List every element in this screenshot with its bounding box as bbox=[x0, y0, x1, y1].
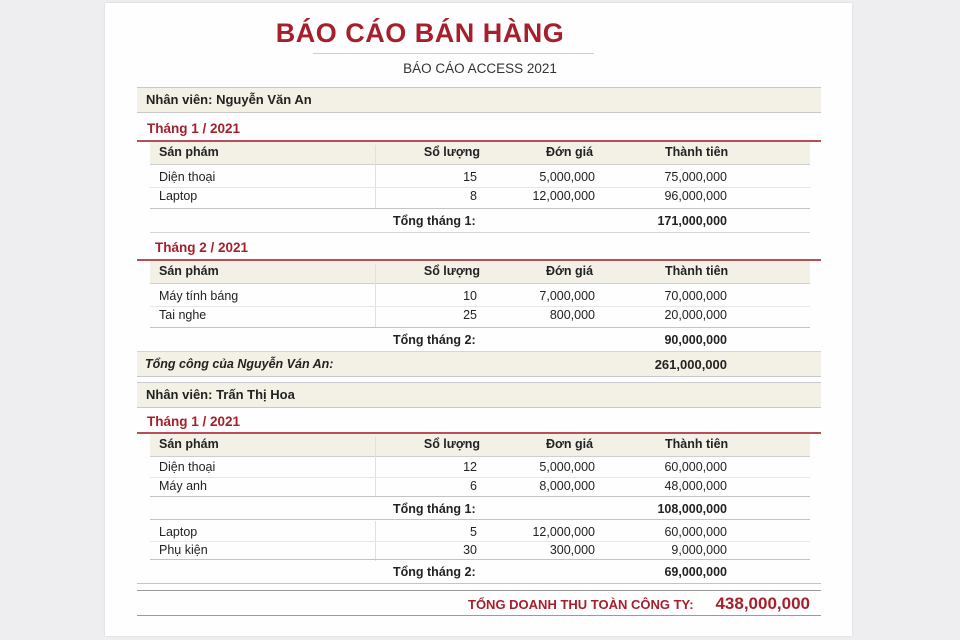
row-divider bbox=[150, 519, 810, 520]
column-divider bbox=[375, 437, 376, 497]
cell-price: 7,000,000 bbox=[539, 289, 595, 303]
cell-product: Diện thoại bbox=[159, 170, 216, 184]
employee-total-label: Tổng công của Nguyễn Ván An: bbox=[145, 357, 334, 371]
column-divider bbox=[375, 145, 376, 209]
cell-amount: 60,000,000 bbox=[664, 460, 727, 474]
cell-price: 5,000,000 bbox=[539, 460, 595, 474]
row-divider bbox=[150, 187, 810, 188]
title-divider bbox=[313, 53, 594, 54]
subtotal-value: 90,000,000 bbox=[664, 333, 727, 347]
cell-price: 5,000,000 bbox=[539, 170, 595, 184]
grand-total-bottom-rule bbox=[137, 615, 821, 616]
cell-price: 8,000,000 bbox=[539, 479, 595, 493]
row-divider bbox=[150, 496, 810, 497]
row-divider bbox=[137, 583, 821, 584]
cell-product: Tai nghe bbox=[159, 308, 207, 322]
subtotal-value: 69,000,000 bbox=[664, 565, 727, 579]
grand-total-label: TỔNG DOANH THU TOÀN CÔNG TY: bbox=[468, 597, 694, 612]
col-header-product: Sán phám bbox=[159, 264, 219, 278]
col-header-amount: Thành tiên bbox=[665, 437, 729, 451]
cell-qty: 25 bbox=[463, 308, 477, 322]
grand-total-top-rule bbox=[137, 590, 821, 591]
grand-total-value: 438,000,000 bbox=[715, 594, 810, 613]
report-subtitle: BÁO CÁO ACCESS 2021 bbox=[403, 61, 557, 76]
cell-amount: 75,000,000 bbox=[664, 170, 727, 184]
cell-amount: 20,000,000 bbox=[664, 308, 727, 322]
cell-product: Máy tính báng bbox=[159, 289, 239, 303]
cell-product: Laptop bbox=[159, 189, 198, 203]
cell-product: Phụ kiện bbox=[159, 543, 208, 557]
row-divider bbox=[150, 541, 810, 542]
subtotal-label: Tổng tháng 1: bbox=[393, 214, 476, 228]
cell-product: Laptop bbox=[159, 525, 198, 539]
col-header-amount: Thành tiên bbox=[665, 145, 729, 159]
row-divider bbox=[150, 232, 810, 233]
cell-qty: 6 bbox=[470, 479, 477, 493]
cell-amount: 60,000,000 bbox=[664, 525, 727, 539]
report-title: BÁO CÁO BÁN HÀNG bbox=[275, 18, 565, 48]
employee-name: Nhân viên: Trấn Thị Hoa bbox=[146, 387, 295, 402]
col-header-product: Sán phám bbox=[159, 145, 219, 159]
col-header-price: Đớn giá bbox=[546, 264, 594, 278]
cell-qty: 5 bbox=[470, 525, 477, 539]
month-heading: Tháng 1 / 2021 bbox=[147, 414, 241, 429]
subtotal-label: Tổng tháng 2: bbox=[393, 565, 476, 579]
cell-amount: 48,000,000 bbox=[664, 479, 727, 493]
row-divider bbox=[150, 477, 810, 478]
subtotal-value: 108,000,000 bbox=[657, 502, 727, 516]
row-divider bbox=[150, 327, 810, 328]
cell-qty: 10 bbox=[463, 289, 477, 303]
cell-qty: 30 bbox=[463, 543, 477, 557]
col-header-qty: Sổ lượng bbox=[423, 264, 480, 278]
cell-product: Máy anh bbox=[159, 479, 207, 493]
subtotal-value: 171,000,000 bbox=[657, 214, 727, 228]
column-divider bbox=[375, 264, 376, 328]
row-divider bbox=[150, 559, 810, 560]
cell-amount: 96,000,000 bbox=[664, 189, 727, 203]
month-heading: Tháng 1 / 2021 bbox=[147, 121, 241, 136]
col-header-qty: Sổ lượng bbox=[423, 145, 480, 159]
col-header-price: Đớn giá bbox=[546, 145, 594, 159]
col-header-qty: Sổ lượng bbox=[423, 437, 480, 451]
cell-price: 12,000,000 bbox=[532, 189, 595, 203]
cell-amount: 9,000,000 bbox=[671, 543, 727, 557]
cell-qty: 12 bbox=[463, 460, 477, 474]
cell-price: 12,000,000 bbox=[532, 525, 595, 539]
cell-amount: 70,000,000 bbox=[664, 289, 727, 303]
month-heading: Tháng 2 / 2021 bbox=[155, 240, 249, 255]
subtotal-label: Tổng tháng 2: bbox=[393, 333, 476, 347]
subtotal-label: Tổng tháng 1: bbox=[393, 502, 476, 516]
employee-name: Nhân viên: Nguyễn Văn An bbox=[146, 92, 312, 107]
cell-product: Diện thoại bbox=[159, 460, 216, 474]
cell-price: 300,000 bbox=[549, 543, 595, 557]
row-divider bbox=[150, 306, 810, 307]
cell-qty: 15 bbox=[463, 170, 477, 184]
col-header-amount: Thành tiên bbox=[665, 264, 729, 278]
cell-qty: 8 bbox=[470, 189, 477, 203]
col-header-price: Đơn giá bbox=[546, 437, 594, 451]
employee-total-value: 261,000,000 bbox=[654, 357, 727, 372]
col-header-product: Sán phám bbox=[159, 437, 219, 451]
cell-price: 800,000 bbox=[549, 308, 595, 322]
row-divider bbox=[150, 208, 810, 209]
